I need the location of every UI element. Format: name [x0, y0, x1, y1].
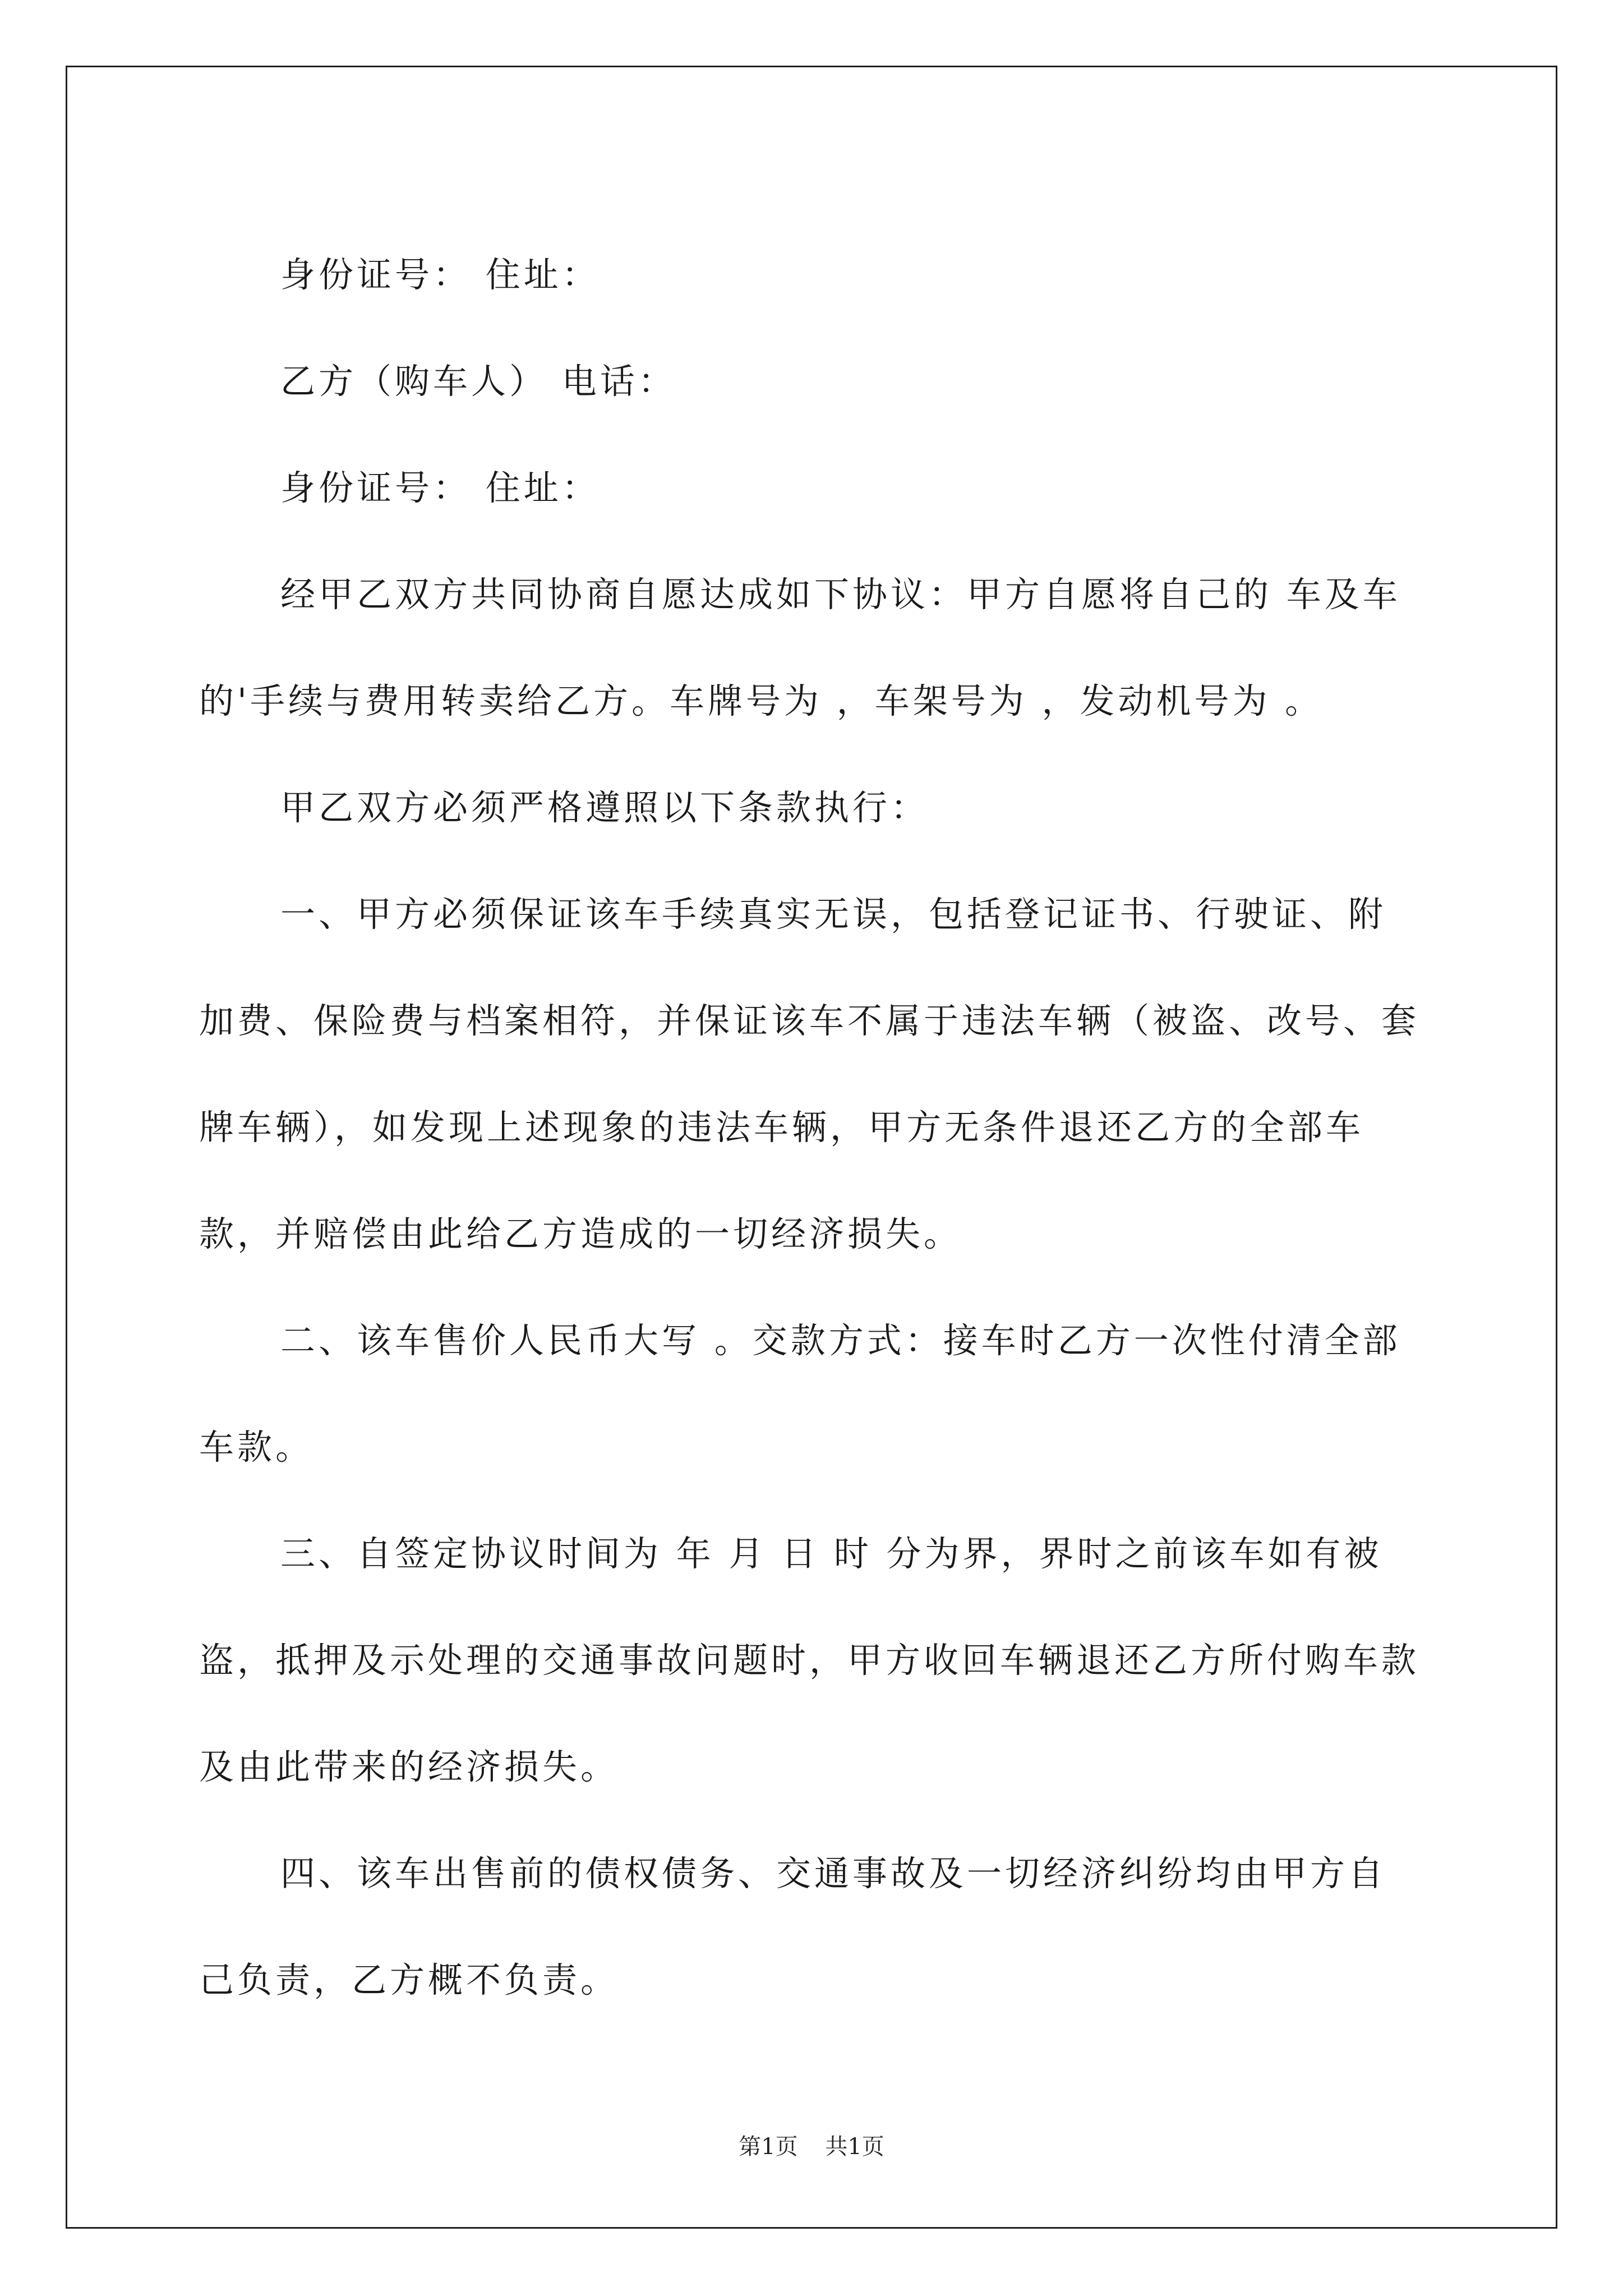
page-number-total: 共1页	[825, 2134, 884, 2160]
paragraph-terms-heading: 甲乙双方必须严格遵照以下条款执行：	[280, 787, 929, 828]
paragraph-seller-id: 身份证号： 住址：	[280, 254, 600, 295]
page-footer	[0, 2129, 1623, 2161]
paragraph-clause-2: 二、该车售价人民币大写 。交款方式：接车时乙方一次性付清全部车款。	[199, 1320, 1401, 1467]
paragraph-buyer-id: 身份证号： 住址：	[280, 467, 600, 508]
document-body	[199, 222, 1422, 2033]
paragraph-clause-3: 三、自签定协议时间为 年 月 日 时 分为界，界时之前该车如有被盗，抵押及示处理的交通事故问题时，甲方收回车辆退还乙方所付购车款及由此带来的经济损失。	[199, 1533, 1420, 1787]
paragraph-buyer-phone: 乙方（购车人） 电话：	[280, 361, 676, 402]
page-number-current: 第1页	[739, 2134, 798, 2160]
paragraph-agreement-intro: 经甲乙双方共同协商自愿达成如下协议：甲方自愿将自己的 车及车的'手续与费用转卖给乙方。车牌号为 ，车架号为 ，发动机号为 。	[199, 574, 1401, 721]
paragraph-clause-4: 四、该车出售前的债权债务、交通事故及一切经济纠纷均由甲方自己负责，乙方概不负责。	[199, 1853, 1387, 2000]
paragraph-clause-1: 一、甲方必须保证该车手续真实无误，包括登记证书、行驶证、附加费、保险费与档案相符，并保证该车不属于违法车辆（被盗、改号、套牌车辆），如发现上述现象的违法车辆，甲方无条件退还乙方的全部车款，并赔偿由此给乙方造成的一切经济损失。	[199, 894, 1420, 1254]
